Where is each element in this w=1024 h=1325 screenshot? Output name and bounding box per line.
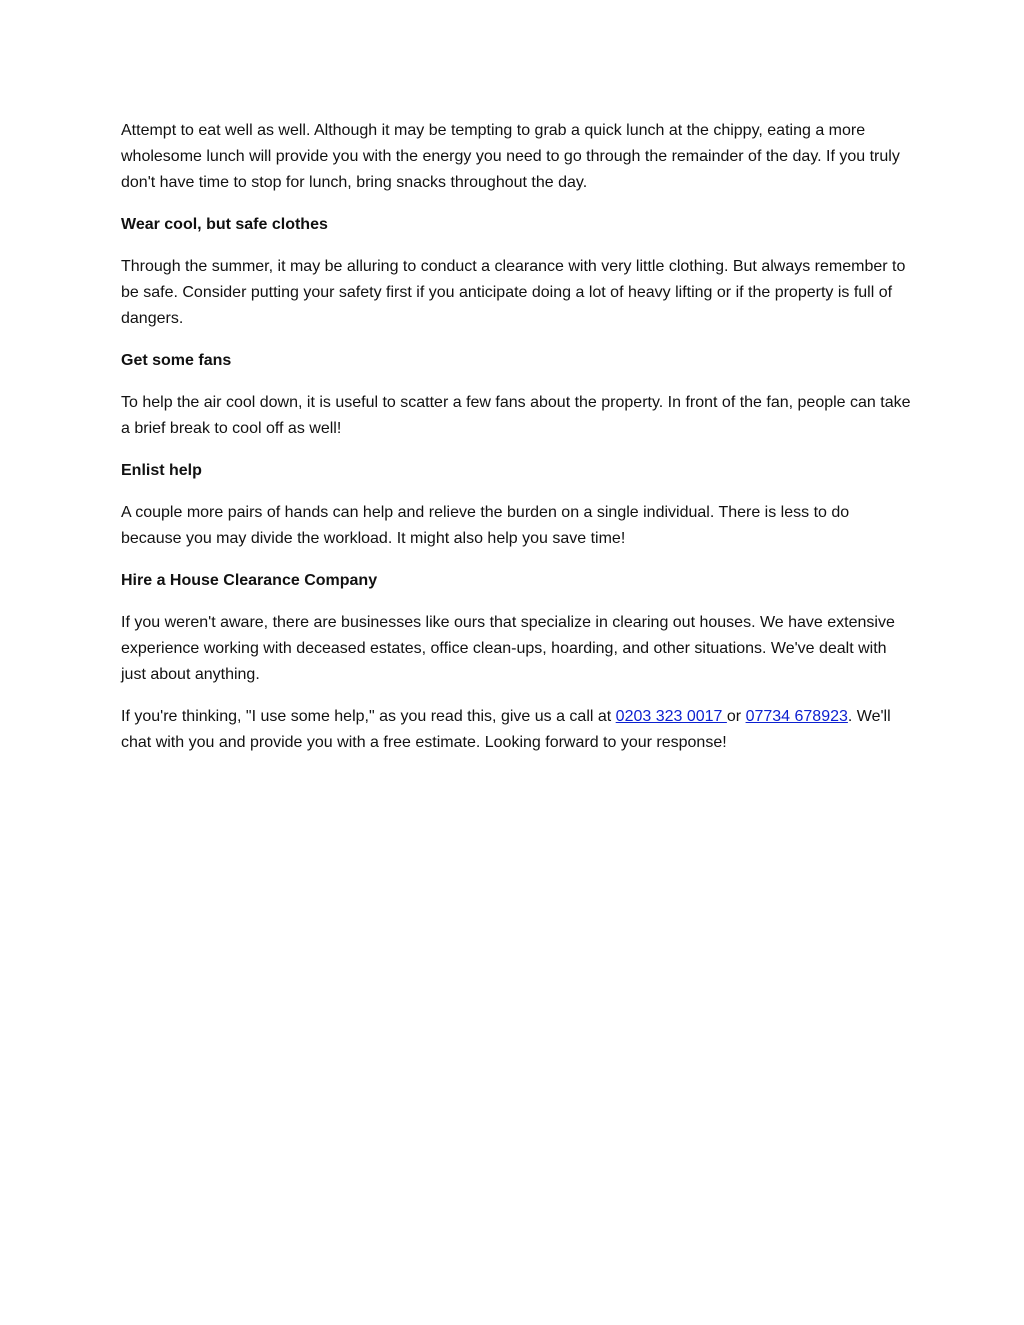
contact-paragraph	[121, 704, 911, 756]
company-heading: Hire a House Clearance Company	[121, 572, 378, 589]
contact-tail-text: . We'll chat with you and provide you with a free estimate. Looking forward to your response!	[121, 708, 891, 751]
clothes-paragraph: Through the summer, it may be alluring to conduct a clearance with very little clothing. But always remember to be safe. Consider putting your safety first if you anticipate doing a lot of heavy lifting or if the property is full of dangers.	[121, 258, 906, 327]
help-paragraph: A couple more pairs of hands can help and relieve the burden on a single individual. There is less to do because you may divide the workload. It might also help you save time!	[121, 504, 850, 547]
phone-link-primary[interactable]: 0203 323 0017	[615, 708, 727, 725]
help-heading: Enlist help	[121, 462, 202, 479]
contact-connector-text: or	[726, 708, 746, 725]
fans-heading: Get some fans	[121, 352, 232, 369]
fans-paragraph: To help the air cool down, it is useful to scatter a few fans about the property. In front of the fan, people can take a brief break to cool off as well!	[121, 394, 911, 437]
clothes-heading: Wear cool, but safe clothes	[121, 216, 328, 233]
contact-lead-text: If you're thinking, "I use some help," as you read this, give us a call at	[121, 708, 616, 725]
phone-link-mobile[interactable]: 07734 678923	[745, 708, 848, 725]
document-page	[121, 118, 911, 772]
intro-paragraph: Attempt to eat well as well. Although it may be tempting to grab a quick lunch at the chippy, eating a more wholesome lunch will provide you with the energy you need to go through the remainder of the day. If you truly don't have time to stop for lunch, bring snacks throughout the day.	[121, 122, 900, 191]
company-paragraph: If you weren't aware, there are businesses like ours that specialize in clearing out houses. We have extensive experience working with deceased estates, office clean-ups, hoarding, and other situations. We've dealt with just about anything.	[121, 614, 895, 683]
